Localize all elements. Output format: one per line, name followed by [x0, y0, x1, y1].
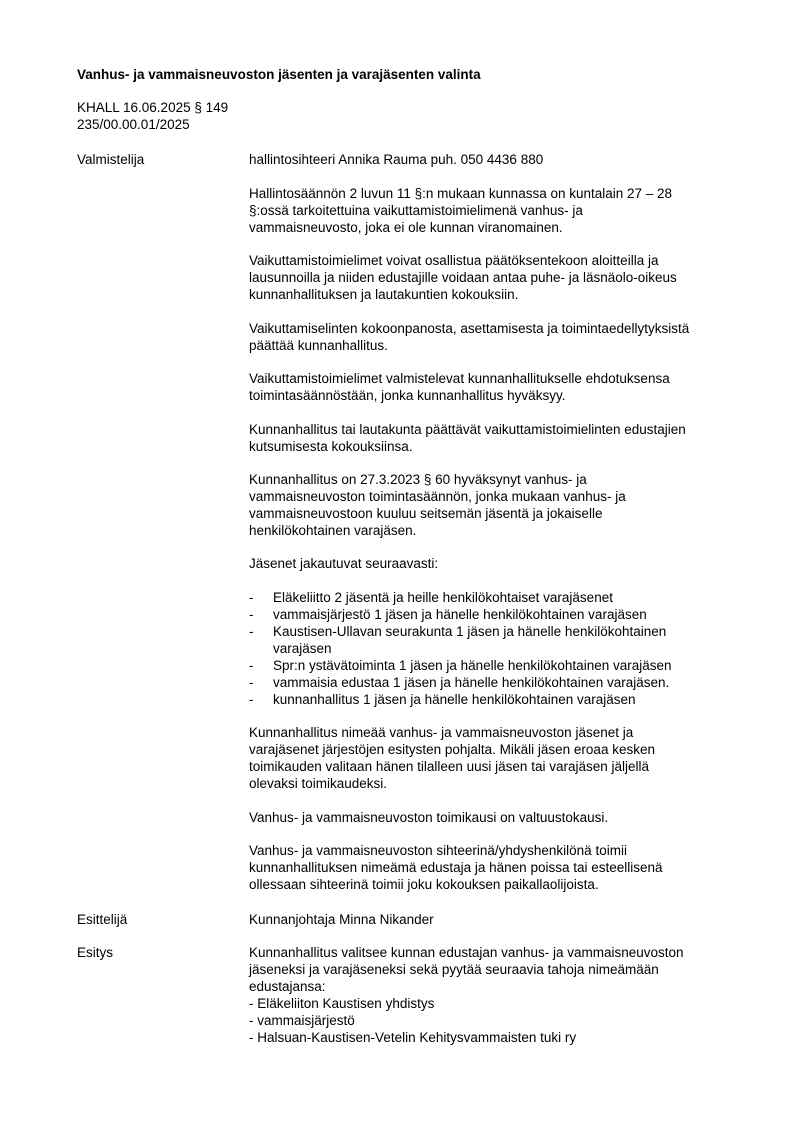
- presenter-value: Kunnanjohtaja Minna Nikander: [249, 912, 434, 927]
- paragraph-line: kutsumisesta kokouksiinsa.: [249, 439, 413, 454]
- list-item-text: Kaustisen-Ullavan seurakunta 1 jäsen ja hänelle henkilökohtainen: [273, 624, 667, 639]
- record-number: 235/00.00.01/2025: [77, 117, 190, 132]
- paragraph-line: Kunnanhallitus nimeää vanhus- ja vammaisneuvoston jäsenet ja: [249, 725, 634, 740]
- paragraph-9: [249, 809, 739, 826]
- paragraph-3: [249, 320, 739, 354]
- list-item: [249, 589, 739, 606]
- list-item-text: kunnanhallitus 1 jäsen ja hänelle henkilökohtainen varajäsen: [273, 692, 636, 707]
- paragraph-line: Vanhus- ja vammaisneuvoston sihteerinä/yhdyshenkilönä toimii: [249, 843, 627, 858]
- paragraph-2: [249, 252, 739, 303]
- bullet-dash: -: [249, 658, 254, 673]
- meeting-reference: KHALL 16.06.2025 § 149: [77, 100, 229, 115]
- bullet-dash: -: [249, 692, 254, 707]
- list-item-text: vammaisia edustaa 1 jäsen ja hänelle henkilökohtainen varajäsen.: [273, 675, 670, 690]
- presenter-label: Esittelijä: [77, 912, 128, 927]
- paragraph-line: varajäsenet järjestöjen esitysten pohjalta. Mikäli jäsen eroaa kesken: [249, 742, 655, 757]
- paragraph-4: [249, 370, 739, 404]
- paragraph-6: [249, 471, 739, 539]
- paragraph-line: lausunnoilla ja niiden edustajille voidaan antaa puhe- ja läsnäolo-oikeus: [249, 270, 677, 285]
- paragraph-line: §:ossä tarkoitettuina vaikuttamistoimielimenä vanhus- ja: [249, 203, 583, 218]
- paragraph-line: Vaikuttamiselinten kokoonpanosta, asettamisesta ja toimintaedellytyksistä: [249, 321, 690, 336]
- paragraph-8: [249, 724, 739, 792]
- proposal-line: - vammaisjärjestö: [249, 1013, 355, 1028]
- proposal-line: Kunnanhallitus valitsee kunnan edustajan vanhus- ja vammaisneuvoston: [249, 945, 684, 960]
- member-list: [249, 589, 739, 708]
- paragraph-line: toimintasäännöstään, jonka kunnanhallitus hyväksyy.: [249, 388, 566, 403]
- list-item-text: varajäsen: [273, 641, 332, 656]
- paragraph-line: olevaksi toimikaudeksi.: [249, 776, 388, 791]
- paragraph-line: vammaisneuvoston toimintasäännön, jonka mukaan vanhus- ja: [249, 489, 626, 504]
- paragraph-line: vammaisneuvostoon kuuluu seitsemän jäsentä ja jokaiselle: [249, 506, 603, 521]
- paragraph-line: Kunnanhallitus tai lautakunta päättävät vaikuttamistoimielinten edustajien: [249, 422, 686, 437]
- list-item: [249, 606, 739, 623]
- paragraph-5: [249, 421, 739, 455]
- list-item: [249, 674, 739, 691]
- paragraph-line: kunnanhallituksen ja lautakuntien kokouksiin.: [249, 287, 519, 302]
- paragraph-line: henkilökohtainen varajäsen.: [249, 523, 417, 538]
- paragraph-7: [249, 555, 739, 572]
- proposal-line: jäseneksi ja varajäseneksi sekä pyytää seuraavia tahoja nimeämään: [249, 962, 659, 977]
- paragraph-line: kunnanhallituksen nimeämä edustaja ja hänen poissa tai esteellisenä: [249, 860, 663, 875]
- preparer-value: hallintosihteeri Annika Rauma puh. 050 4436 880: [249, 152, 544, 167]
- proposal-text: [249, 944, 739, 1046]
- paragraph-line: Vanhus- ja vammaisneuvoston toimikausi on valtuustokausi.: [249, 810, 609, 825]
- list-item: [249, 623, 739, 657]
- paragraph-line: ollessaan sihteerinä toimii joku kokouksen paikallaolijoista.: [249, 877, 599, 892]
- paragraph-1: [249, 185, 739, 236]
- list-item: [249, 691, 739, 708]
- bullet-dash: -: [249, 607, 254, 622]
- paragraph-line: Vaikuttamistoimielimet valmistelevat kunnanhallitukselle ehdotuksensa: [249, 371, 670, 386]
- list-item-text: vammaisjärjestö 1 jäsen ja hänelle henkilökohtainen varajäsen: [273, 607, 647, 622]
- list-item-text: Spr:n ystävätoiminta 1 jäsen ja hänelle henkilökohtainen varajäsen: [273, 658, 672, 673]
- paragraph-line: Vaikuttamistoimielimet voivat osallistua päätöksentekoon aloitteilla ja: [249, 253, 659, 268]
- paragraph-line: Hallintosäännön 2 luvun 11 §:n mukaan kunnassa on kuntalain 27 – 28: [249, 186, 673, 201]
- bullet-dash: -: [249, 590, 254, 605]
- paragraph-10: [249, 842, 739, 893]
- preparer-label: Valmistelija: [77, 152, 145, 167]
- paragraph-line: toimikauden valitaan hänen tilalleen uusi jäsen tai varajäsen jäljellä: [249, 759, 650, 774]
- paragraph-line: Jäsenet jakautuvat seuraavasti:: [249, 556, 439, 571]
- proposal-line: edustajansa:: [249, 979, 326, 994]
- bullet-dash: -: [249, 624, 254, 639]
- document-title: Vanhus- ja vammaisneuvoston jäsenten ja varajäsenten valinta: [77, 67, 481, 82]
- proposal-line: - Eläkeliiton Kaustisen yhdistys: [249, 996, 435, 1011]
- list-item-text: Eläkeliitto 2 jäsentä ja heille henkilökohtaiset varajäsenet: [273, 590, 613, 605]
- paragraph-line: päättää kunnanhallitus.: [249, 338, 388, 353]
- paragraph-line: vammaisneuvosto, joka ei ole kunnan viranomainen.: [249, 220, 563, 235]
- list-item: [249, 657, 739, 674]
- proposal-line: - Halsuan-Kaustisen-Vetelin Kehitysvammaisten tuki ry: [249, 1030, 577, 1045]
- paragraph-line: Kunnanhallitus on 27.3.2023 § 60 hyväksynyt vanhus- ja: [249, 472, 587, 487]
- proposal-label: Esitys: [77, 945, 114, 960]
- bullet-dash: -: [249, 675, 254, 690]
